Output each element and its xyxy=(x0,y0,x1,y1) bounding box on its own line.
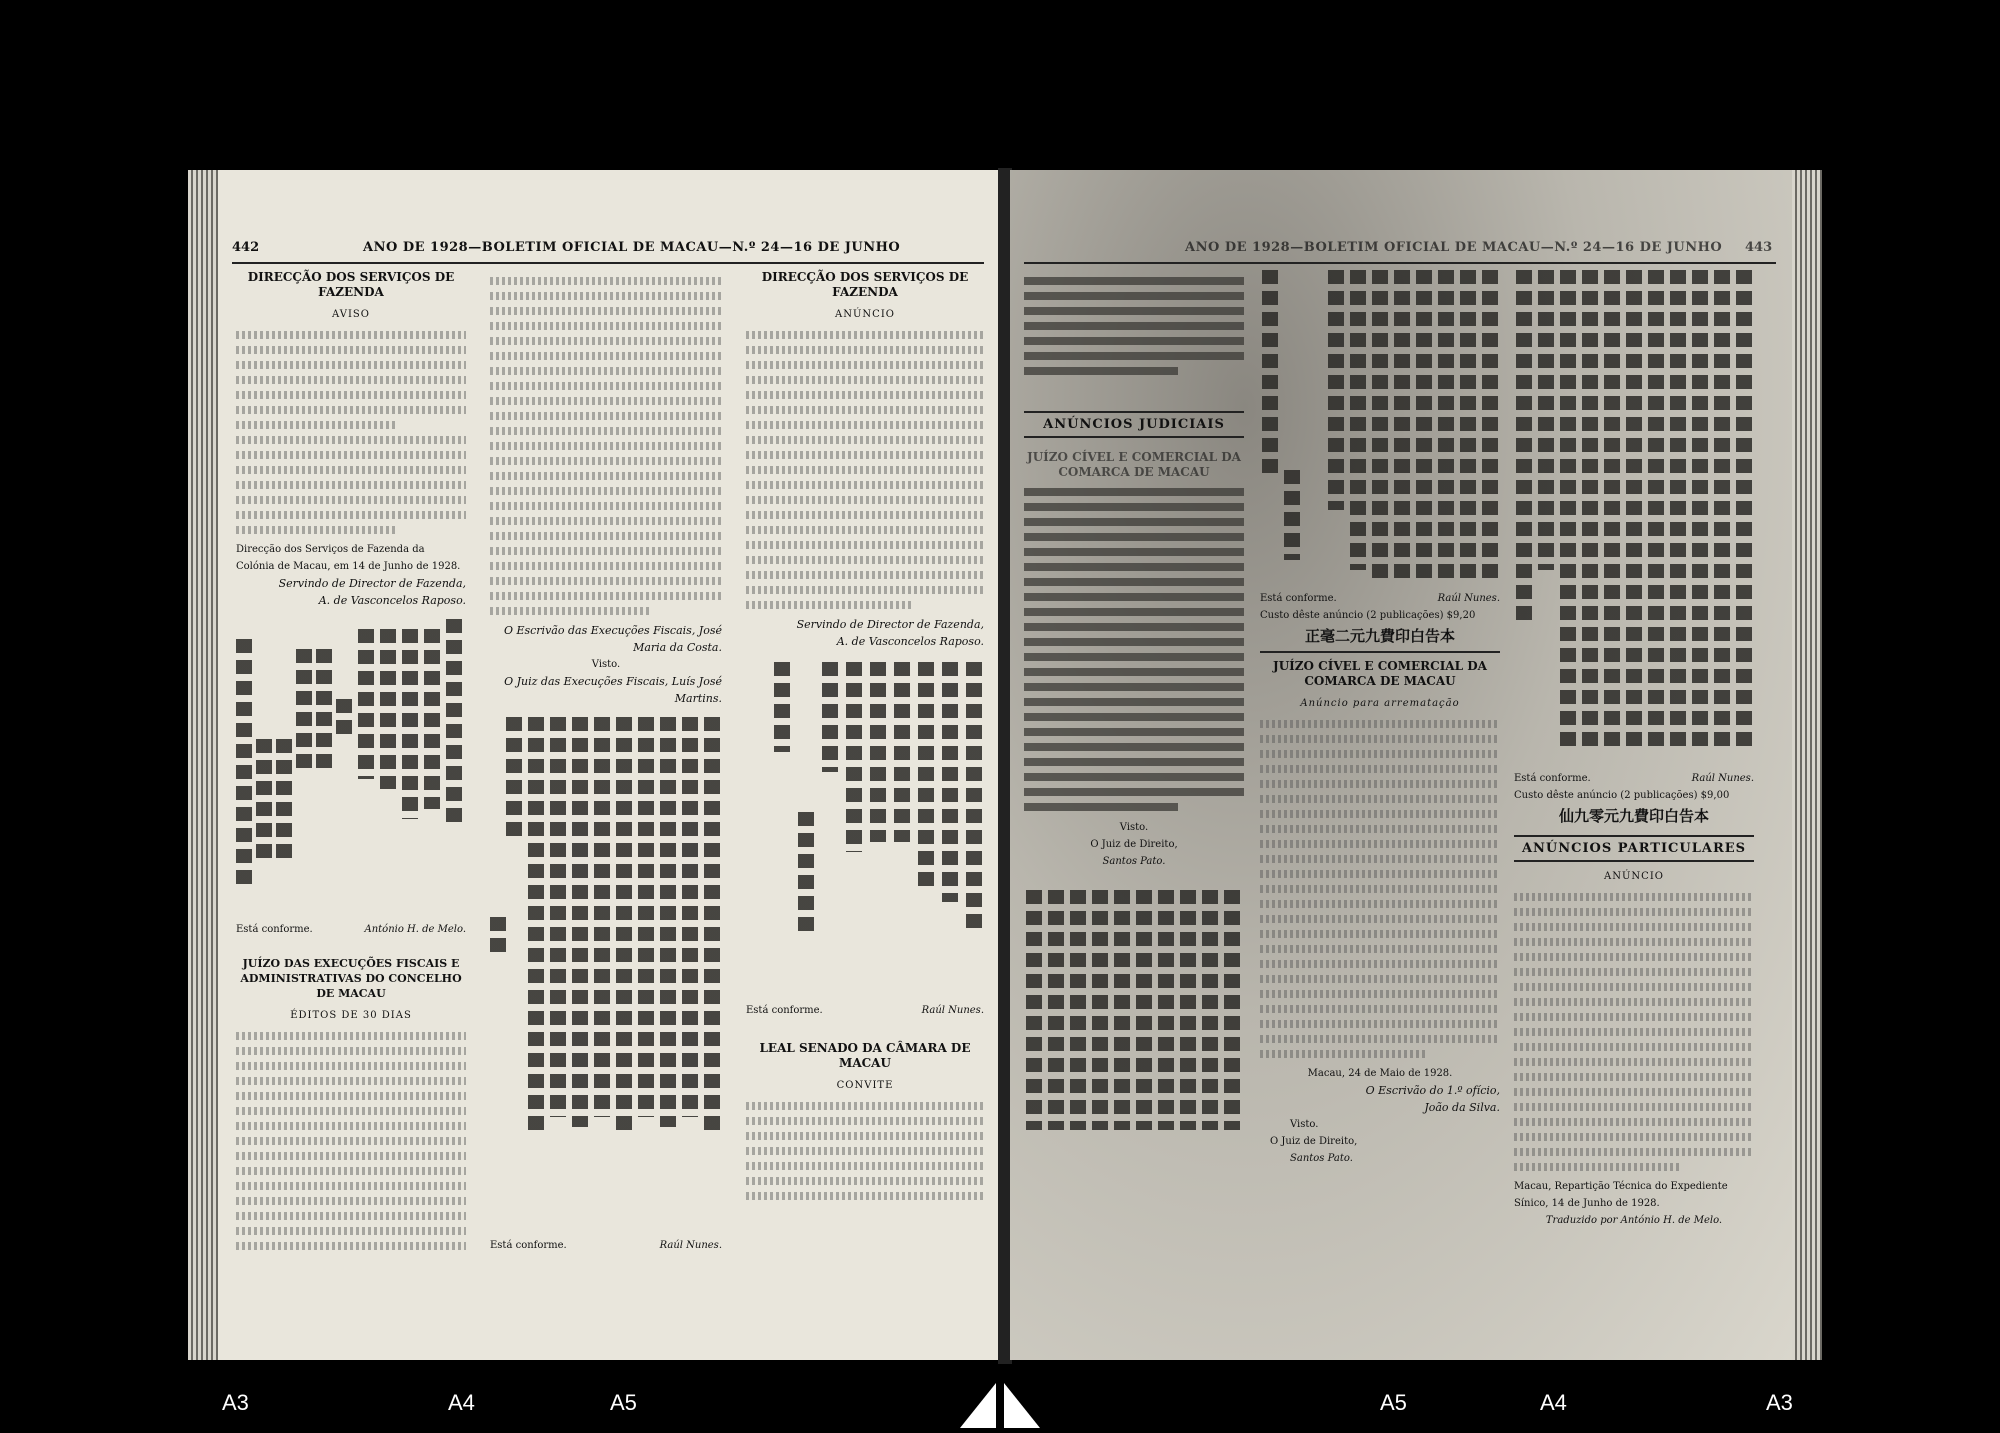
body-text-illegible xyxy=(236,331,466,534)
right-column-2 xyxy=(1260,270,1500,1167)
right-page xyxy=(1010,170,1792,1360)
sign-name: A. de Vasconcelos Raposo. xyxy=(836,635,984,648)
page-header-left: ANO DE 1928—BOLETIM OFICIAL DE MACAU—N.º 24—16 DE JUNHO xyxy=(363,240,901,255)
right-page-edge xyxy=(1792,170,1822,1360)
left-page-edge xyxy=(188,170,218,1360)
chinese-vertical-block xyxy=(1024,890,1244,1160)
juiz-label: O Juiz de Direito, xyxy=(1270,1136,1358,1147)
body-text-illegible-2 xyxy=(746,1102,984,1200)
conforme-label: Está conforme. xyxy=(1260,593,1337,604)
ad-cost-chinese: 正毫二元九費印白告本 xyxy=(1304,627,1455,645)
chinese-vertical-block xyxy=(1514,270,1754,770)
section-subtitle: ANÚNCIO xyxy=(835,309,895,320)
section-title: DIRECÇÃO DOS SERVIÇOS DE FAZENDA xyxy=(761,270,969,299)
visto-label: Visto. xyxy=(591,659,621,670)
place-date: Macau, 24 de Maio de 1928. xyxy=(1307,1068,1453,1079)
body-text-illegible xyxy=(1024,277,1244,375)
ad-cost: Custo dêste anúncio (2 publicações) $9,00 xyxy=(1514,790,1730,801)
footer-mark: A5 xyxy=(1380,1390,1407,1415)
juiz-name: Santos Pato. xyxy=(1290,1153,1353,1164)
conforme-row xyxy=(1260,590,1500,607)
sign-role: Servindo de Director de Fazenda, xyxy=(278,577,466,590)
escrivao-name: João da Silva. xyxy=(1424,1101,1500,1114)
footer-mark: A5 xyxy=(610,1390,637,1415)
left-column-1 xyxy=(236,270,466,1257)
left-column-3 xyxy=(746,270,984,1207)
body-text-illegible xyxy=(490,277,722,615)
juiz-name: Santos Pato. xyxy=(1102,856,1166,867)
section-title-2: LEAL SENADO DA CÂMARA DE MACAU xyxy=(759,1041,971,1070)
footer-mark: A3 xyxy=(1766,1390,1793,1415)
ad-cost: Custo dêste anúncio (2 publicações) $9,20 xyxy=(1260,610,1476,621)
signer-name: Raúl Nunes. xyxy=(1691,773,1754,784)
juiz-label: O Juiz de Direito, xyxy=(1090,839,1178,850)
body-text-illegible xyxy=(746,331,984,609)
body-text-illegible xyxy=(1514,893,1754,1171)
sign-role: Servindo de Director de Fazenda, xyxy=(796,618,984,631)
footer-mark: A4 xyxy=(1540,1390,1567,1415)
right-column-3 xyxy=(1514,270,1754,1229)
signer-name: Raúl Nunes. xyxy=(659,1240,722,1251)
place-date: Macau, Repartição Técnica do Expediente Sínico, 14 de Junho de 1928. xyxy=(1514,1181,1728,1209)
footer-mark: A4 xyxy=(448,1390,475,1415)
left-column-2 xyxy=(490,270,722,1254)
section-title-2: JUÍZO DAS EXECUÇÕES FISCAIS E ADMINISTRATIVAS DO CONCELHO DE MACAU xyxy=(240,957,462,1000)
escrivao-signature: O Escrivão das Execuções Fiscais, José Maria da Costa. xyxy=(503,624,722,654)
section-subtitle: ANÚNCIO xyxy=(1604,871,1664,882)
section-banner: ANÚNCIOS JUDICIAIS xyxy=(1024,411,1244,438)
sign-name: A. de Vasconcelos Raposo. xyxy=(318,594,466,607)
section-banner: ANÚNCIOS PARTICULARES xyxy=(1514,835,1754,862)
sign-place-date: Direcção dos Serviços de Fazenda da Colónia de Macau, em 14 de Junho de 1928. xyxy=(236,544,461,572)
header-rule xyxy=(1024,262,1776,264)
conforme-row xyxy=(1514,770,1754,787)
divider xyxy=(1260,651,1500,653)
escrivao-label: O Escrivão do 1.º ofício, xyxy=(1365,1084,1500,1097)
section-subtitle: Anúncio para arrematação xyxy=(1300,698,1460,709)
page-number-right: 443 xyxy=(1745,240,1773,255)
visto-label: Visto. xyxy=(1290,1119,1319,1130)
page-number-left: 442 xyxy=(232,240,260,255)
conforme-label: Está conforme. xyxy=(1514,773,1591,784)
section-subtitle-2: CONVITE xyxy=(836,1080,894,1091)
chinese-vertical-block xyxy=(236,619,466,919)
page-header-right: ANO DE 1928—BOLETIM OFICIAL DE MACAU—N.º 24—16 DE JUNHO xyxy=(1185,240,1723,255)
juiz-signature: O Juiz das Execuções Fiscais, Luís José Martins. xyxy=(504,675,722,705)
section-title: JUÍZO CÍVEL E COMERCIAL DA COMARCA DE MACAU xyxy=(1027,450,1241,479)
section-subtitle: AVISO xyxy=(332,309,370,320)
translator-line: Traduzido por António H. de Melo. xyxy=(1545,1215,1723,1226)
section-subtitle-2: ÉDITOS DE 30 DIAS xyxy=(290,1010,412,1021)
conforme-row xyxy=(236,921,466,938)
conforme-label: Está conforme. xyxy=(746,1005,823,1016)
left-page xyxy=(218,170,1000,1360)
right-column-1 xyxy=(1024,270,1244,1160)
conforme-label: Está conforme. xyxy=(490,1240,567,1251)
conforme-label: Está conforme. xyxy=(236,924,313,935)
body-text-illegible-2 xyxy=(236,1032,466,1250)
visto-label: Visto. xyxy=(1119,822,1149,833)
chinese-vertical-block xyxy=(746,662,984,1002)
body-text-illegible xyxy=(1260,720,1500,1058)
section-title: DIRECÇÃO DOS SERVIÇOS DE FAZENDA xyxy=(247,270,455,299)
section-title: JUÍZO CÍVEL E COMERCIAL DA COMARCA DE MACAU xyxy=(1273,659,1487,688)
ad-cost-chinese: 仙九零元九費印白告本 xyxy=(1558,807,1709,825)
chinese-vertical-block xyxy=(490,717,722,1237)
conforme-row xyxy=(490,1237,722,1254)
body-text-illegible-2 xyxy=(1024,488,1244,811)
signer-name: Raúl Nunes. xyxy=(1437,593,1500,604)
spine-bottom-gap xyxy=(996,1378,1004,1433)
header-rule xyxy=(232,262,984,264)
conforme-row xyxy=(746,1002,984,1019)
signer-name: Raúl Nunes. xyxy=(921,1005,984,1016)
translator-name: António H. de Melo. xyxy=(364,924,466,935)
footer-mark: A3 xyxy=(222,1390,249,1415)
chinese-vertical-block xyxy=(1260,270,1500,590)
